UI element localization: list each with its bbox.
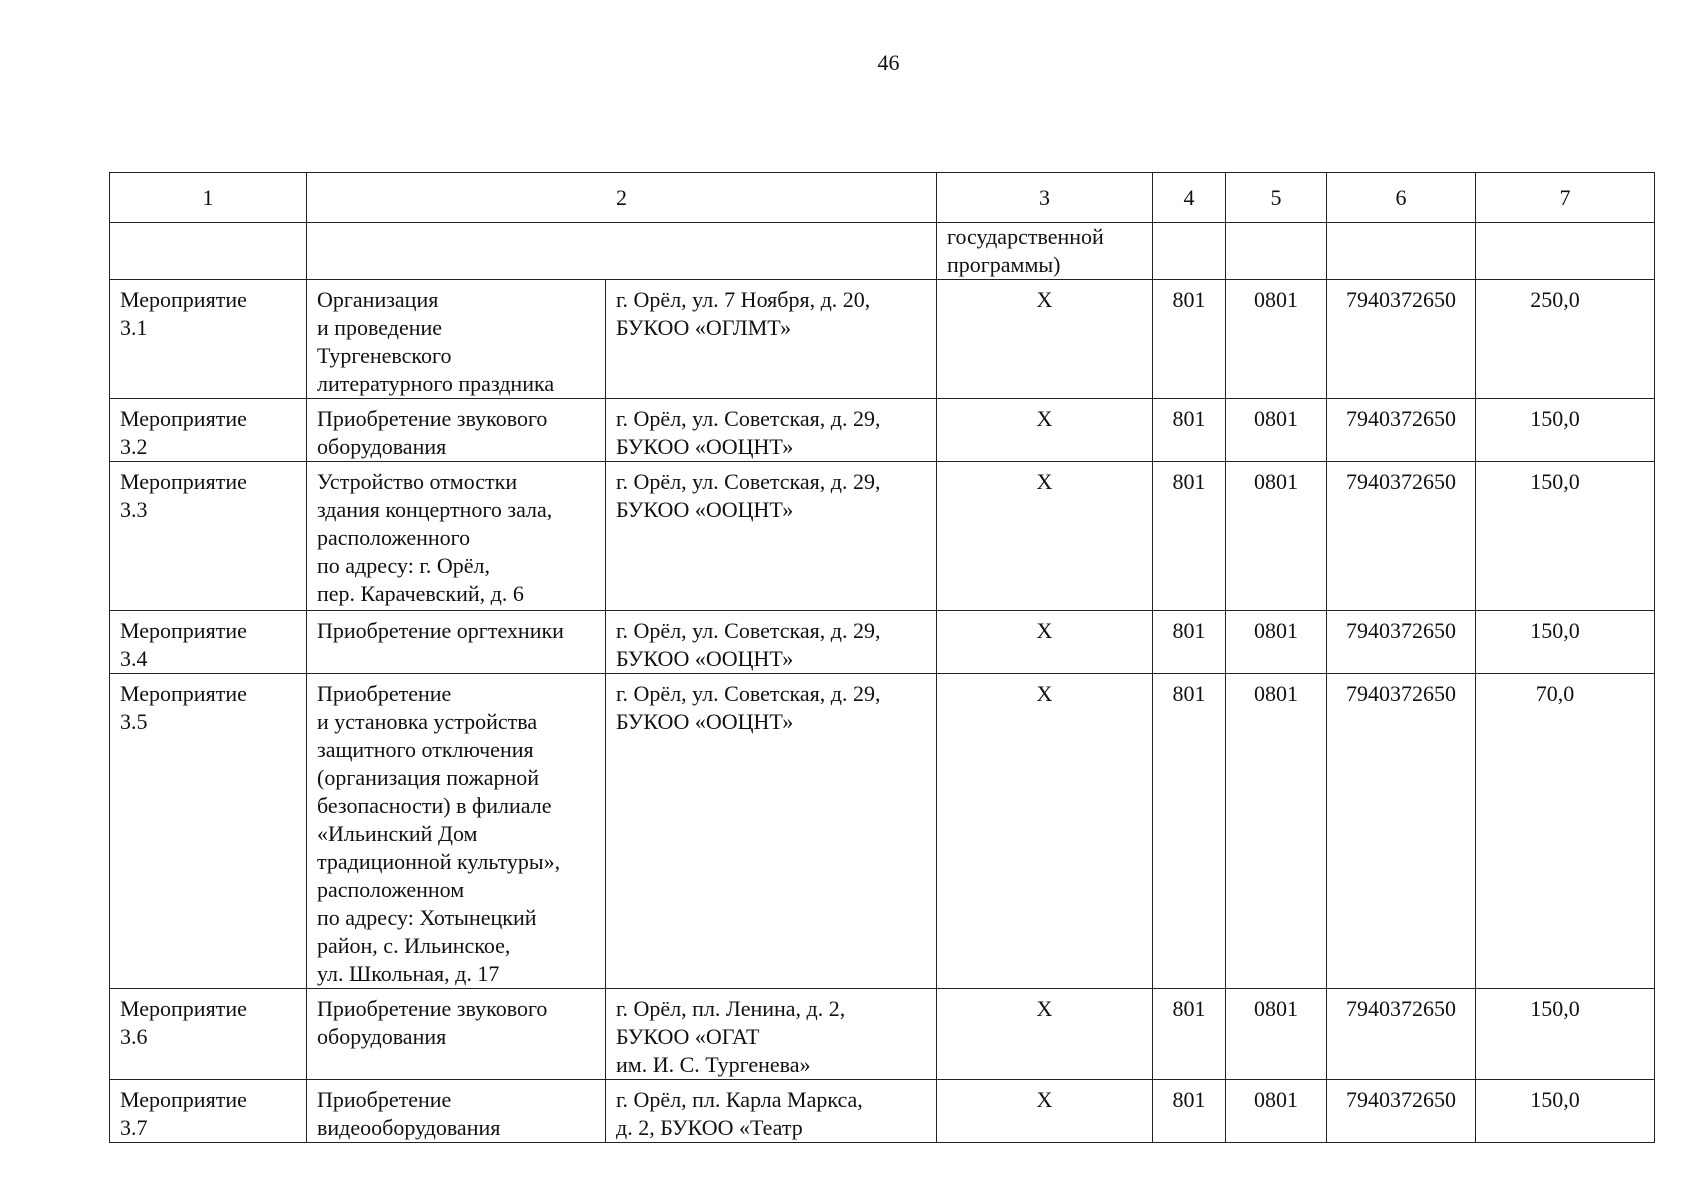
budget-table <box>109 172 1655 1143</box>
header-cell: 3 <box>937 173 1153 223</box>
col6-value: 7940372650 <box>1327 611 1476 674</box>
measure-name: Приобретение и установка устройства защитного отключения (организация пожарной безопасности) в филиале «Ильинский Дом традиционной культуры», расположенном по адресу: Хотынецкий район, с. Ильинское, ул. Школьная, д. 17 <box>307 674 606 989</box>
col3-value: Х <box>937 1080 1153 1143</box>
col7-value: 150,0 <box>1476 989 1655 1080</box>
col5-value: 0801 <box>1226 989 1327 1080</box>
measure-place: г. Орёл, ул. Советская, д. 29, БУКОО «ООЦНТ» <box>606 399 937 462</box>
measure-name: Приобретение видеооборудования <box>307 1080 606 1143</box>
col3-value: Х <box>937 280 1153 399</box>
measure-place: г. Орёл, пл. Ленина, д. 2, БУКОО «ОГАТ им. И. С. Тургенева» <box>606 989 937 1080</box>
table-cell <box>110 223 307 280</box>
col5-value: 0801 <box>1226 611 1327 674</box>
col5-value: 0801 <box>1226 674 1327 989</box>
col3-value: Х <box>937 989 1153 1080</box>
col4-value: 801 <box>1153 989 1226 1080</box>
col5-value: 0801 <box>1226 280 1327 399</box>
measure-id: Мероприятие 3.2 <box>110 399 307 462</box>
continuation-row <box>110 223 1655 280</box>
col4-value: 801 <box>1153 280 1226 399</box>
table-row <box>110 1080 1655 1143</box>
measure-id: Мероприятие 3.3 <box>110 462 307 611</box>
table-row <box>110 674 1655 989</box>
measure-id: Мероприятие 3.5 <box>110 674 307 989</box>
header-cell: 5 <box>1226 173 1327 223</box>
measure-place: г. Орёл, ул. Советская, д. 29, БУКОО «ООЦНТ» <box>606 674 937 989</box>
table-row <box>110 611 1655 674</box>
col7-value: 150,0 <box>1476 399 1655 462</box>
table-row <box>110 280 1655 399</box>
table-cell <box>307 223 937 280</box>
measure-id: Мероприятие 3.1 <box>110 280 307 399</box>
table-cell <box>1476 223 1655 280</box>
table-cell <box>1226 223 1327 280</box>
col6-value: 7940372650 <box>1327 399 1476 462</box>
table-row <box>110 462 1655 611</box>
col4-value: 801 <box>1153 462 1226 611</box>
col6-value: 7940372650 <box>1327 280 1476 399</box>
measure-name: Организация и проведение Тургеневского литературного праздника <box>307 280 606 399</box>
col5-value: 0801 <box>1226 399 1327 462</box>
header-cell: 7 <box>1476 173 1655 223</box>
col4-value: 801 <box>1153 399 1226 462</box>
measure-id: Мероприятие 3.4 <box>110 611 307 674</box>
table-row <box>110 989 1655 1080</box>
col4-value: 801 <box>1153 611 1226 674</box>
measure-id: Мероприятие 3.7 <box>110 1080 307 1143</box>
measure-place: г. Орёл, ул. Советская, д. 29, БУКОО «ООЦНТ» <box>606 611 937 674</box>
col7-value: 150,0 <box>1476 611 1655 674</box>
measure-name: Устройство отмостки здания концертного зала, расположенного по адресу: г. Орёл, пер. Карачевский, д. 6 <box>307 462 606 611</box>
measure-place: г. Орёл, пл. Карла Маркса, д. 2, БУКОО «Театр <box>606 1080 937 1143</box>
col7-value: 150,0 <box>1476 462 1655 611</box>
col5-value: 0801 <box>1226 1080 1327 1143</box>
table-cell <box>1153 223 1226 280</box>
col6-value: 7940372650 <box>1327 1080 1476 1143</box>
col3-value: Х <box>937 462 1153 611</box>
col6-value: 7940372650 <box>1327 462 1476 611</box>
col6-value: 7940372650 <box>1327 674 1476 989</box>
col3-value: Х <box>937 399 1153 462</box>
col3-value: Х <box>937 611 1153 674</box>
col7-value: 250,0 <box>1476 280 1655 399</box>
header-cell: 1 <box>110 173 307 223</box>
header-cell: 4 <box>1153 173 1226 223</box>
header-cell: 6 <box>1327 173 1476 223</box>
page-number: 46 <box>877 50 900 75</box>
col5-value: 0801 <box>1226 462 1327 611</box>
measure-place: г. Орёл, ул. 7 Ноября, д. 20, БУКОО «ОГЛМТ» <box>606 280 937 399</box>
measure-name: Приобретение оргтехники <box>307 611 606 674</box>
measure-name: Приобретение звукового оборудования <box>307 399 606 462</box>
col7-value: 70,0 <box>1476 674 1655 989</box>
col6-value: 7940372650 <box>1327 989 1476 1080</box>
continuation-text: государственной программы) <box>937 223 1153 280</box>
header-row <box>110 173 1655 223</box>
table-row <box>110 399 1655 462</box>
col3-value: Х <box>937 674 1153 989</box>
header-cell: 2 <box>307 173 937 223</box>
table-cell <box>1327 223 1476 280</box>
col4-value: 801 <box>1153 674 1226 989</box>
col7-value: 150,0 <box>1476 1080 1655 1143</box>
measure-place: г. Орёл, ул. Советская, д. 29, БУКОО «ООЦНТ» <box>606 462 937 611</box>
measure-name: Приобретение звукового оборудования <box>307 989 606 1080</box>
measure-id: Мероприятие 3.6 <box>110 989 307 1080</box>
col4-value: 801 <box>1153 1080 1226 1143</box>
